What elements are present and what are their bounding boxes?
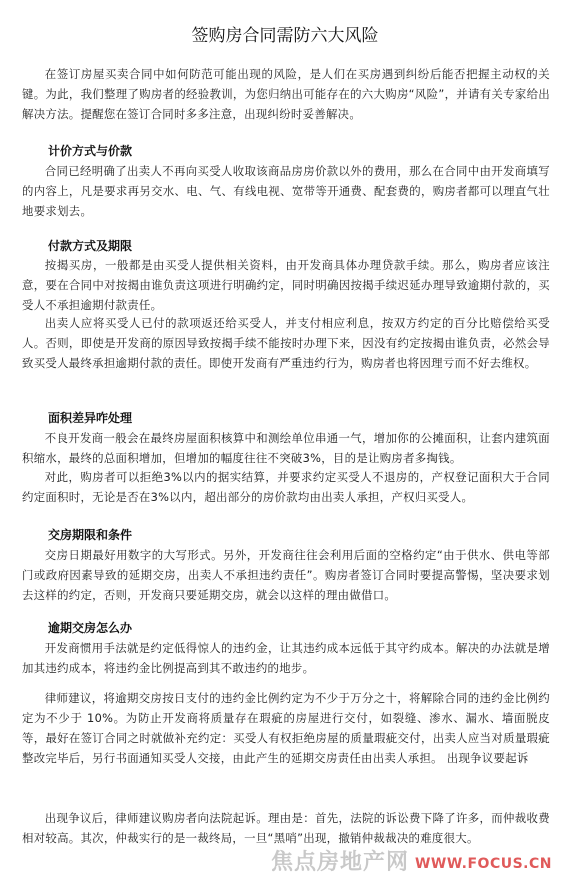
intro-paragraph: 在签订房屋买卖合同中如何防范可能出现的风险，是人们在买房遇到纠纷后能否把握主动权的关键。为此，我们整理了购房者的经验教训，为您归纳出可能存在的六大购房“风险”，并请有关专家给出解决方法。提醒您在签订合同时多多注意，出现纠纷时妥善解决。 (22, 67, 550, 121)
section-area-paragraph-1: 不良开发商一般会在最终房屋面积核算中和测绘单位串通一气，增加你的公摊面积，让套内建筑面积缩水，最终的总面积增加，但增加的幅度往往不突破3%，目的是让购房者多掏钱。 (22, 431, 550, 465)
section-overdue-paragraph-1: 开发商惯用手法就是约定低得惊人的违约金，让其违约成本远低于其守约成本。解决的办法就是增加其违约成本，将违约金比例提高到其不敢违约的地步。 (22, 641, 550, 675)
section-payment-paragraph-1: 按揭买房，一般都是由买受人提供相关资料，由开发商具体办理贷款手续。那么，购房者应该注意，要在合同中对按揭由谁负责这项进行明确约定，同时明确因按揭手续迟延办理导致逾期付款的，买受人不承担逾期付款责任。 (22, 258, 550, 312)
section-heading-overdue: 逾期交房怎么办 (48, 621, 133, 635)
section-overdue-paragraph-3: 出现争议后，律师建议购房者向法院起诉。理由是：首先，法院的诉讼费下降了许多，而仲裁收费相对较高。其次，仲裁实行的是一裁终局，一旦“黑哨”出现，撤销仲裁裁决的难度很大。 (22, 811, 550, 845)
watermark-logo: 焦点房地产网 (270, 850, 409, 875)
watermark-url: WWW.FOCUS.CN (414, 856, 552, 872)
section-heading-delivery: 交房期限和条件 (48, 528, 133, 542)
section-heading-payment: 付款方式及期限 (48, 239, 133, 253)
section-delivery-paragraph-1: 交房日期最好用数字的大写形式。另外，开发商往往会利用后面的空格约定“由于供水、供电等部门或政府因素导致的延期交房，出卖人不承担违约责任”。购房者签订合同时要提高警惕，坚决要求划去这样的约定，否则，开发商只要延期交房，就会以这样的理由做借口。 (22, 548, 550, 602)
section-payment-paragraph-2: 出卖人应将买受人已付的款项返还给买受人，并支付相应利息，按双方约定的百分比赔偿给买受人。否则，即使是开发商的原因导致按揭手续不能按时办理下来，因没有约定按揭由谁负责，必然会导致买受人最终承担逾期付款的责任。即使开发商有严重违约行为，购房者也将因理亏而不好去维权。 (22, 316, 550, 370)
section-overdue-paragraph-2: 律师建议，将逾期交房按日支付的违约金比例约定为不少于万分之十，将解除合同的违约金比例约定为不少于 10%。为防止开发商将质量存在瑕疵的房屋进行交付，如裂缝、渗水、漏水、墙面脱皮等，最好在签订合同之时就做补充约定：买受人有权拒绝房屋的质量瑕疵交付，出卖人应当对质量瑕疵整改完毕后，另行书面通知买受人交接，由此产生的延期交房责任由出卖人承担。 出现争议要起诉 (22, 691, 550, 765)
section-heading-pricing: 计价方式与价款 (48, 144, 133, 158)
site-watermark (271, 845, 552, 876)
section-pricing-paragraph-1: 合同已经明确了出卖人不再向买受人收取该商品房房价款以外的费用，那么在合同中由开发商填写的内容上，凡是要求再另交水、电、气、有线电视、宽带等开通费、配套费的，购房者都可以理直气壮地要求划去。 (22, 164, 550, 218)
section-area-paragraph-2: 对此，购房者可以拒绝3%以内的据实结算，并要求约定买受人不退房的，产权登记面积大于合同约定面积时，无论是否在3%以内，超出部分的房价款均由出卖人承担，产权归买受人。 (22, 470, 550, 504)
article-title: 签购房合同需防六大风险 (191, 26, 379, 47)
section-heading-area: 面积差异咋处理 (48, 411, 133, 425)
